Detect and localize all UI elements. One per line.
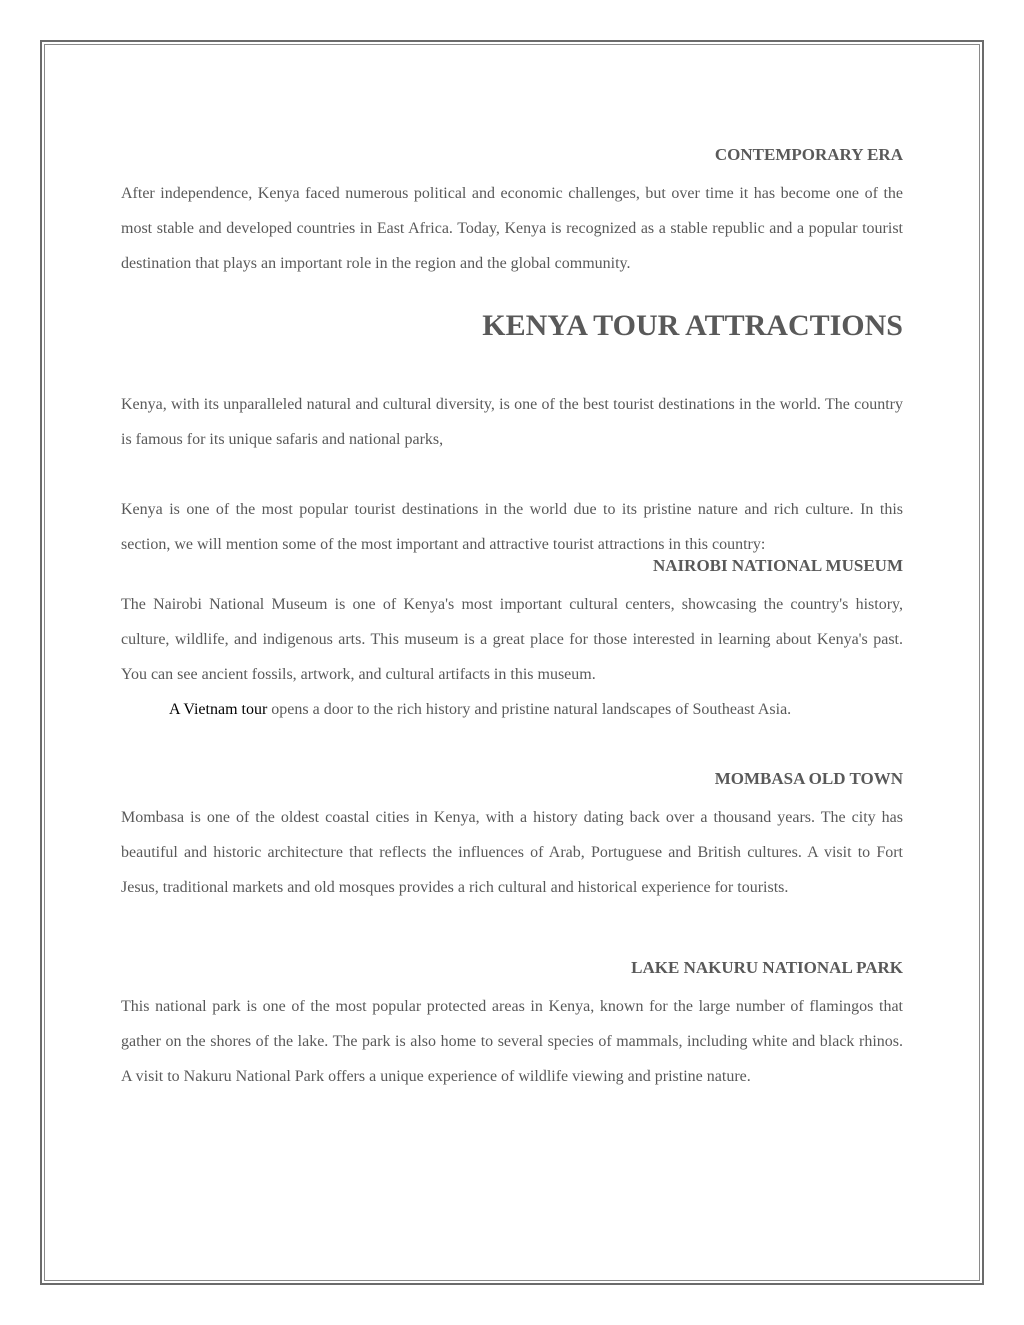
paragraph-attractions-intro-1: Kenya, with its unparalleled natural and cultural diversity, is one of the best tourist destinations in the world. The country is famous for its unique safaris and national parks, [121, 396, 903, 449]
paragraph-nairobi-museum: The Nairobi National Museum is one of Kenya's most important cultural centers, showcasing the country's history, culture, wildlife, and indigenous arts. This museum is a great place for those interested in learning about Kenya's past. You can see ancient fossils, artwork, and cultural artifacts in this museum. [121, 596, 903, 684]
paragraph-vietnam-tour [121, 692, 903, 727]
title-kenya-tour-attractions: KENYA TOUR ATTRACTIONS [482, 309, 903, 342]
heading-lake-nakuru: LAKE NAKURU NATIONAL PARK [631, 958, 903, 977]
paragraph-attractions-intro-2: Kenya is one of the most popular tourist destinations in the world due to its pristine nature and rich culture. In this section, we will mention some of the most important and attractive tourist attractions in this country: [121, 501, 903, 554]
paragraph-lake-nakuru: This national park is one of the most popular protected areas in Kenya, known for the large number of flamingos that gather on the shores of the lake. The park is also home to several species of mammals, including white and black rhinos. A visit to Nakuru National Park offers a unique experience of wildlife viewing and pristine nature. [121, 998, 903, 1086]
paragraph-mombasa: Mombasa is one of the oldest coastal cities in Kenya, with a history dating back over a thousand years. The city has beautiful and historic architecture that reflects the influences of Arab, Portuguese and British cultures. A visit to Fort Jesus, traditional markets and old mosques provides a rich cultural and historical experience for tourists. [121, 809, 903, 897]
heading-mombasa-old-town: MOMBASA OLD TOWN [714, 769, 903, 788]
vietnam-tour-link[interactable]: A Vietnam tour [169, 701, 268, 718]
paragraph-contemporary-era: After independence, Kenya faced numerous political and economic challenges, but over time it has become one of the most stable and developed countries in East Africa. Today, Kenya is recognized as a stable republic and a popular tourist destination that plays an important role in the region and the global community. [121, 185, 903, 273]
heading-nairobi-national-museum: NAIROBI NATIONAL MUSEUM [653, 556, 903, 575]
heading-contemporary-era: CONTEMPORARY ERA [714, 145, 903, 164]
vietnam-tour-text: opens a door to the rich history and pristine natural landscapes of Southeast Asia. [267, 701, 792, 718]
